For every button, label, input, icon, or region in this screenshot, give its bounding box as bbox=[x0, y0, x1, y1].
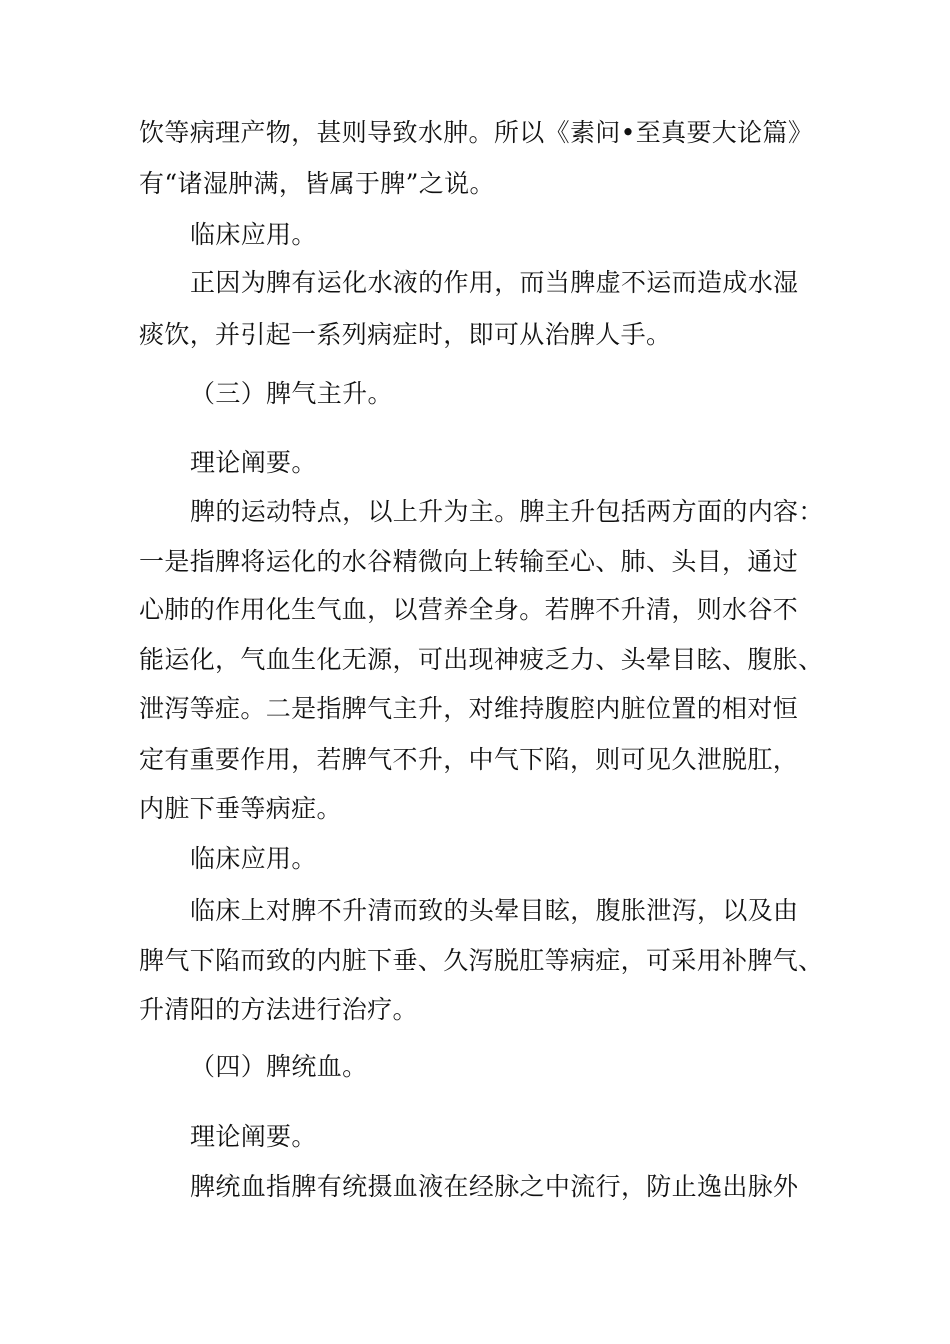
text-line: 痰饮，并引起一系列病症时，即可从治脾人手。 bbox=[139, 320, 672, 349]
text-line: 泄泻等症。二是指脾气主升，对维持腹腔内脏位置的相对恒 bbox=[139, 694, 799, 723]
text-line: 饮等病理产物，甚则导致水肿。所以《素问•至真要大论篇》 bbox=[139, 118, 814, 147]
text-line: 脾气下陷而致的内脏下垂、久泻脱肛等病症，可采用补脾气、 bbox=[139, 946, 824, 975]
text-line: 临床上对脾不升清而致的头晕目眩，腹胀泄泻，以及由 bbox=[190, 896, 799, 925]
text-line: 内脏下垂等病症。 bbox=[139, 794, 342, 823]
section-heading-spleen-qi-ascends: （三）脾气主升。 bbox=[190, 379, 393, 408]
text-line: 升清阳的方法进行治疗。 bbox=[139, 995, 418, 1024]
text-line: 脾统血指脾有统摄血液在经脉之中流行，防止逸出脉外 bbox=[190, 1172, 799, 1201]
text-line: 能运化，气血生化无源，可出现神疲乏力、头晕目眩、腹胀、 bbox=[139, 645, 824, 674]
text-line: 有“诸湿肿满，皆属于脾”之说。 bbox=[139, 169, 495, 198]
subheading-clinical-application: 临床应用。 bbox=[190, 220, 317, 249]
text-line: 心肺的作用化生气血，以营养全身。若脾不升清，则水谷不 bbox=[139, 595, 799, 624]
subheading-clinical-application: 临床应用。 bbox=[190, 844, 317, 873]
section-heading-spleen-governs-blood: （四）脾统血。 bbox=[190, 1052, 368, 1081]
text-line: 定有重要作用，若脾气不升，中气下陷，则可见久泄脱肛， bbox=[139, 745, 799, 774]
text-line: 脾的运动特点，以上升为主。脾主升包括两方面的内容： bbox=[190, 497, 824, 526]
subheading-theory-essentials: 理论阐要。 bbox=[190, 1122, 317, 1151]
text-line: 一是指脾将运化的水谷精微向上转输至心、肺、头目，通过 bbox=[139, 547, 799, 576]
subheading-theory-essentials: 理论阐要。 bbox=[190, 448, 317, 477]
text-line: 正因为脾有运化水液的作用，而当脾虚不运而造成水湿 bbox=[190, 268, 799, 297]
